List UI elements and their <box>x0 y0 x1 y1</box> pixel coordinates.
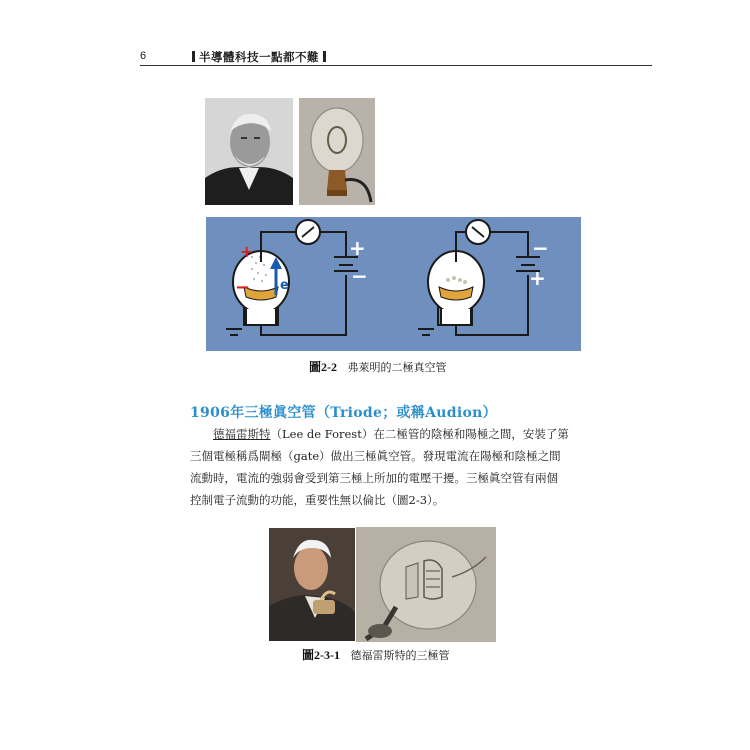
left-battery-minus-label: − <box>351 264 368 288</box>
electron-label: e <box>280 278 289 293</box>
audion-triode-photo <box>356 527 496 642</box>
diode-circuit-diagram <box>206 217 581 351</box>
book-title: 半導體科技一點都不難 <box>199 50 319 64</box>
figure-2-2-number: 圖2-2 <box>309 360 337 374</box>
paragraph-line-3: 流動時，電流的強弱會受到第三極上所加的電壓干擾。三極眞空管有兩個 <box>190 471 558 485</box>
title-bar-right <box>323 51 326 62</box>
title-bar-left <box>192 51 195 62</box>
right-battery-plus-label: + <box>529 266 546 290</box>
section-heading: 1906年三極眞空管（Triode；或稱Audion） <box>190 405 497 421</box>
fleming-portrait-photo <box>205 98 293 205</box>
running-header <box>140 50 652 66</box>
book-title-block <box>188 49 330 65</box>
body-paragraph <box>190 423 585 511</box>
figure-2-3-1-number: 圖2-3-1 <box>302 648 340 662</box>
left-tube-plus-label: + <box>240 242 254 261</box>
fleming-valve-photo <box>299 98 375 205</box>
header-rule <box>140 65 652 66</box>
left-tube-minus-label: − <box>235 277 251 298</box>
de-forest-portrait-photo <box>269 528 355 641</box>
line-1-text: （Lee de Forest）在二極管的陰極和陽極之間，安裝了第 <box>270 427 569 441</box>
paragraph-line-2: 三個電極稱爲閘極（gate）做出三極眞空管。發現電流在陽極和陰極之間 <box>190 449 561 463</box>
person-name: 德福雷斯特 <box>213 427 271 441</box>
figure-2-3-1-text: 德福雷斯特的三極管 <box>350 649 450 662</box>
figure-2-2-text: 弗萊明的二極真空管 <box>347 361 447 374</box>
page-number: 6 <box>140 50 147 62</box>
paragraph-line-4: 控制電子流動的功能，重要性無以倫比（圖2-3）。 <box>190 493 445 507</box>
figure-2-2-caption <box>309 358 447 375</box>
paragraph-line-1 <box>190 423 585 445</box>
figure-2-3-1-caption <box>302 646 450 663</box>
left-battery-plus-label: + <box>349 236 366 260</box>
right-battery-minus-label: − <box>532 236 549 260</box>
